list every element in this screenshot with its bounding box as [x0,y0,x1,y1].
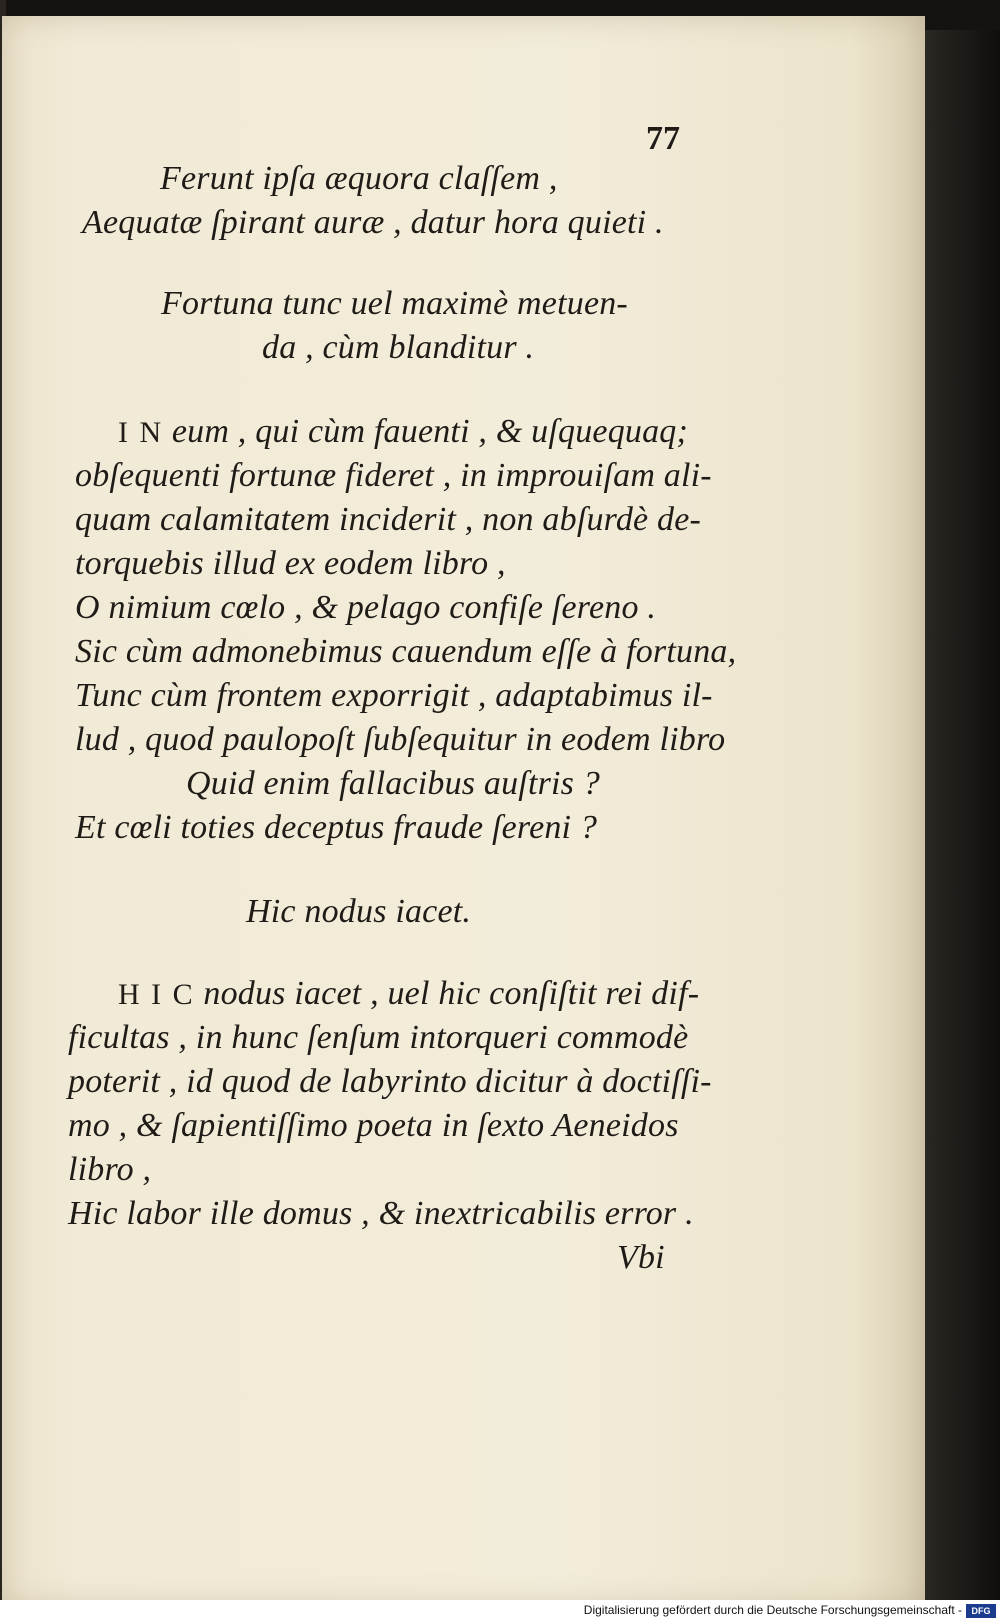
verse-line: Quid enim fallacibus auſtris ? [186,765,600,802]
drop-lead-word: H I C [118,978,195,1011]
section-heading: da , cùm blanditur . [262,329,535,366]
dfg-logo: DFG [966,1604,996,1618]
text-line: lud , quod paulopoſt ſubſequitur in eodem libro [75,721,726,758]
text-line: Tunc cùm frontem exporrigit , adaptabimus il- [75,677,713,714]
paragraph-first-line: I N eum , qui cùm fauenti , & uſquequaq; [118,413,689,450]
book-binding-shadow [925,30,1000,1600]
footer-bar [0,1600,1000,1623]
text-line: Sic cùm admonebimus cauendum eſſe à fortuna, [75,633,737,670]
page-number: 77 [646,120,680,157]
paragraph-first-line: H I C nodus iacet , uel hic conſiſtit rei dif- [118,975,700,1012]
footer-credit: Digitalisierung gefördert durch die Deutsche Forschungsgemeinschaft - [583,1603,962,1617]
text-line: quam calamitatem inciderit , non abſurdè de- [75,501,702,538]
text-line: Ferunt ipſa æquora claſſem , [160,160,558,197]
text-line: O nimium cœlo , & pelago confiſe ſereno . [75,589,657,626]
text-line: libro , [68,1151,152,1188]
text-line: ficultas , in hunc ſenſum intorqueri commodè [68,1019,689,1056]
verse-line: Hic labor ille domus , & inextricabilis error . [68,1195,694,1232]
text-line: Aequatæ ſpirant auræ , datur hora quieti . [82,204,664,241]
text-line: mo , & ſapientiſſimo poeta in ſexto Aeneidos [68,1107,679,1144]
verse-line: Et cœli toties deceptus fraude ſereni ? [75,809,598,846]
drop-lead-word: I N [118,416,164,449]
section-heading: Hic nodus iacet. [246,893,472,930]
section-heading: Fortuna tunc uel maximè metuen- [161,285,628,322]
catchword: Vbi [617,1239,665,1276]
text-line: torquebis illud ex eodem libro , [75,545,506,582]
text-line: poterit , id quod de labyrinto dicitur à doctiſſi- [68,1063,712,1100]
text-line: obſequenti fortunæ fideret , in improuiſam ali- [75,457,712,494]
